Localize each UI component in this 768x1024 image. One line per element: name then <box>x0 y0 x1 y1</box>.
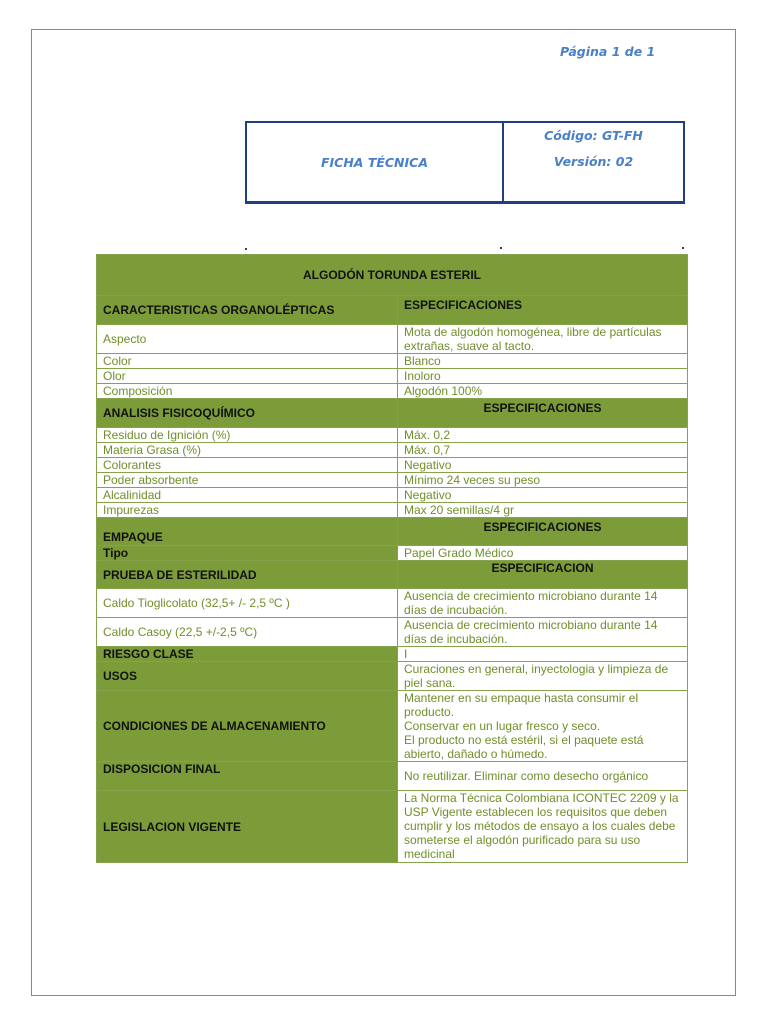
section-header-row <box>97 399 688 428</box>
header-title-cell <box>247 123 504 201</box>
row-value: Inoloro <box>398 369 688 384</box>
section-title-organoleptic: CARACTERISTICAS ORGANOLÉPTICAS <box>97 296 398 325</box>
row-label: Color <box>97 354 398 369</box>
row-label: Caldo Tioglicolato (32,5+ /- 2,5 ºC ) <box>97 589 398 618</box>
section-header-row <box>97 561 688 589</box>
storage-line: Conservar en un lugar fresco y seco. <box>404 719 601 733</box>
row-value: Ausencia de crecimiento microbiano durante 14 días de incubación. <box>398 589 688 618</box>
storage-line: El producto no está estéril, si el paquete está abierto, dañado o húmedo. <box>404 733 644 761</box>
section-header-row <box>97 296 688 325</box>
row-value: Negativo <box>398 488 688 503</box>
row-label: Impurezas <box>97 503 398 518</box>
row-label: Composición <box>97 384 398 399</box>
row-value: No reutilizar. Eliminar como desecho orgánico <box>398 762 688 791</box>
spec-header: ESPECIFICACIONES <box>398 518 688 546</box>
section-header-row <box>97 647 688 662</box>
row-label: Residuo de Ignición (%) <box>97 428 398 443</box>
header-meta-cell <box>504 123 683 201</box>
section-title-uses: USOS <box>97 662 398 691</box>
row-label: Aspecto <box>97 325 398 354</box>
row-label: Colorantes <box>97 458 398 473</box>
section-header-row <box>97 662 688 691</box>
row-value: Algodón 100% <box>398 384 688 399</box>
table-row <box>97 458 688 473</box>
table-row <box>97 503 688 518</box>
product-name: ALGODÓN TORUNDA ESTERIL <box>97 255 688 296</box>
row-label: Materia Grasa (%) <box>97 443 398 458</box>
row-value: Mota de algodón homogénea, libre de partículas extrañas, suave al tacto. <box>398 325 688 354</box>
storage-line: Mantener en su empaque hasta consumir el producto. <box>404 691 639 719</box>
row-value: Máx. 0,2 <box>398 428 688 443</box>
section-header-row <box>97 518 688 546</box>
table-row <box>97 589 688 618</box>
table-row <box>97 473 688 488</box>
section-title-disposal: DISPOSICION FINAL <box>97 762 398 791</box>
specification-table <box>96 254 688 863</box>
table-row <box>97 488 688 503</box>
row-label: Poder absorbente <box>97 473 398 488</box>
table-row <box>97 428 688 443</box>
section-title-physchem: ANALISIS FISICOQUÍMICO <box>97 399 398 428</box>
spec-header: ESPECIFICACION <box>398 561 688 589</box>
section-header-row <box>97 791 688 863</box>
table-row <box>97 618 688 647</box>
row-label: Caldo Casoy (22,5 +/-2,5 ºC) <box>97 618 398 647</box>
row-label: Alcalinidad <box>97 488 398 503</box>
table-row <box>97 546 688 561</box>
row-value: Papel Grado Médico <box>398 546 688 561</box>
section-title-sterility: PRUEBA DE ESTERILIDAD <box>97 561 398 589</box>
section-title-packaging: EMPAQUE <box>97 518 398 546</box>
section-title-storage: CONDICIONES DE ALMACENAMIENTO <box>97 691 398 762</box>
section-header-row <box>97 762 688 791</box>
table-row <box>97 384 688 399</box>
document-version: Versión: 02 <box>553 154 634 169</box>
row-value: La Norma Técnica Colombiana ICONTEC 2209 y la USP Vigente establecen los requisitos que deben cumplir y los métodos de ensayo a los cuales debe someterse el algodón purificado para su uso medicinal <box>398 791 688 863</box>
section-title-risk: RIESGO CLASE <box>97 647 398 662</box>
product-name-row <box>97 255 688 296</box>
table-row <box>97 325 688 354</box>
table-row <box>97 443 688 458</box>
row-value: Negativo <box>398 458 688 473</box>
section-header-row <box>97 691 688 762</box>
spec-header: ESPECIFICACIONES <box>398 399 688 428</box>
section-title-legislation: LEGISLACION VIGENTE <box>97 791 398 863</box>
table-row <box>97 354 688 369</box>
row-label: Olor <box>97 369 398 384</box>
row-value: Ausencia de crecimiento microbiano durante 14 días de incubación. <box>398 618 688 647</box>
storage-value <box>398 691 688 762</box>
row-value: I <box>398 647 688 662</box>
row-value: Máx. 0,7 <box>398 443 688 458</box>
document-header-box <box>245 121 685 204</box>
row-value: Max 20 semillas/4 gr <box>398 503 688 518</box>
row-label: Tipo <box>97 546 398 561</box>
row-value: Mínimo 24 veces su peso <box>398 473 688 488</box>
divider-dot <box>500 247 502 249</box>
document-title: FICHA TÉCNICA <box>320 154 429 170</box>
page-number: Página 1 de 1 <box>560 44 656 59</box>
document-code: Código: GT-FH <box>544 128 643 143</box>
row-value: Curaciones en general, inyectologia y limpieza de piel sana. <box>398 662 688 691</box>
table-row <box>97 369 688 384</box>
spec-header: ESPECIFICACIONES <box>398 296 688 325</box>
divider-dot <box>245 248 247 250</box>
divider-dot <box>682 247 684 249</box>
row-value: Blanco <box>398 354 688 369</box>
